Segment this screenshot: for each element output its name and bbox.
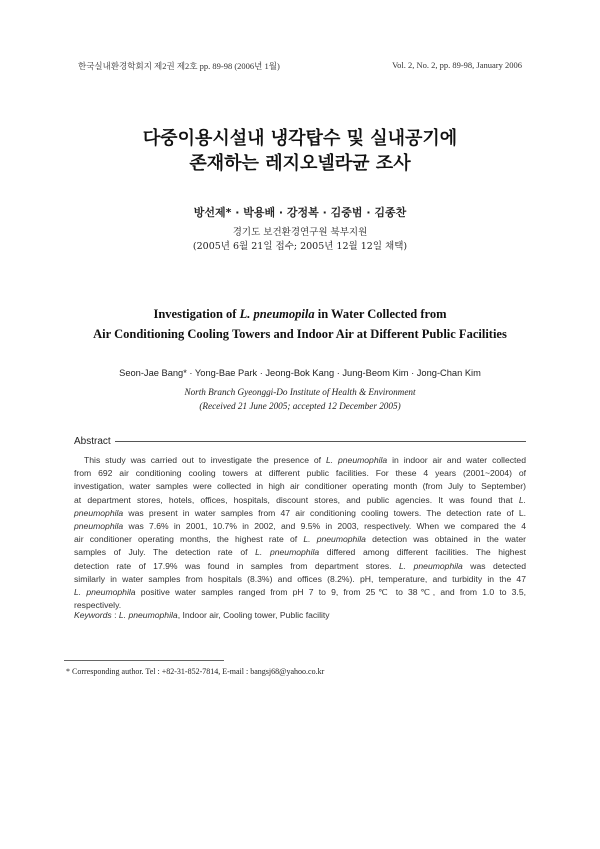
keywords-rest: , Indoor air, Cooling tower, Public facility	[177, 610, 330, 620]
abstract-text: detection was obtained in the water	[365, 534, 526, 545]
abstract-line	[74, 533, 526, 546]
abstract-species: L. pneumophila	[255, 547, 320, 558]
abstract-text: at department stores, hotels, offices, hospitals, discount stores, and public agencies. It was found that	[74, 494, 519, 505]
footnote-rule	[64, 660, 224, 661]
abstract-text: similarly in water samples from hospitals (8.3%) and offices (8.2%). pH, temperature, and turbidity in the 47	[74, 573, 526, 584]
korean-title-line2: 존재하는 레지오넬라균 조사	[189, 153, 411, 174]
abstract-line	[74, 494, 526, 507]
abstract-text: differed among different facilities. The highest	[319, 547, 526, 558]
abstract-species: L. pneumophila	[74, 587, 136, 598]
abstract-species: pneumophila	[74, 507, 124, 518]
abstract-text: positive water samples ranged from pH 7 to 9, from 25℃ to 38℃, and from 1.0 to 3.5,	[135, 587, 526, 598]
english-title-species: L. pneumopila	[239, 307, 315, 321]
abstract-text: air conditioner operating months, the highest rate of	[74, 534, 304, 545]
abstract-line	[74, 560, 526, 573]
abstract-text: This study was carried out to investigate the presence of	[84, 455, 326, 465]
abstract-species: L.	[518, 494, 526, 505]
abstract-text: was detected	[462, 560, 526, 571]
journal-header-english: Vol. 2, No. 2, pp. 89-98, January 2006	[392, 60, 522, 70]
korean-title-line1: 다중이용시설내 냉각탑수 및 실내공기에	[142, 128, 458, 149]
abstract-species: L. pneumophila	[399, 560, 463, 571]
abstract-species: L. pneumophila	[325, 455, 388, 465]
keywords-sep: :	[111, 610, 119, 620]
abstract-text: detection rate of 17.9% was found in samples from department stores.	[74, 560, 400, 571]
abstract-text: was 7.6% in 2001, 10.7% in 2002, and 9.5% in 2003, respectively. When we compared the 4	[123, 521, 526, 532]
english-authors: Seon-Jae Bang* · Yong-Bae Park · Jeong-Bok Kang · Jung-Beom Kim · Jong-Chan Kim	[119, 368, 481, 378]
abstract-text: in indoor air and water collected	[387, 455, 526, 465]
abstract-text: investigation, water samples were collected in high air conditioner operating month (from July to September)	[74, 481, 526, 492]
abstract-text: respectively.	[74, 600, 122, 611]
keywords	[74, 610, 526, 620]
footnote: * Corresponding author. Tel : +82-31-852-7814, E-mail : bangsj68@yahoo.co.kr	[66, 667, 325, 676]
abstract-line	[74, 573, 526, 586]
english-title-part2: in Water Collected from	[314, 307, 447, 321]
abstract-species: pneumophila	[74, 521, 124, 532]
abstract-line	[74, 467, 526, 480]
keywords-label: Keywords	[74, 610, 112, 620]
korean-dates: (2005년 6월 21일 접수; 2005년 12월 12일 채택)	[192, 241, 408, 252]
abstract-line	[74, 454, 526, 467]
korean-authors: 방선제* · 박용배 · 강정복 · 김중범 · 김종찬	[193, 206, 407, 219]
abstract-heading	[74, 436, 526, 447]
english-affiliation: North Branch Gyeonggi-Do Institute of Health & Environment	[184, 387, 416, 397]
english-title-line2: Air Conditioning Cooling Towers and Indoor Air at Different Public Facilities	[93, 327, 507, 341]
abstract-line	[74, 546, 526, 559]
english-title-part1: Investigation of	[153, 307, 240, 321]
abstract-line	[74, 520, 526, 533]
abstract-species: L. pneumophila	[303, 534, 366, 545]
english-title	[0, 304, 600, 344]
abstract-line	[74, 480, 526, 493]
abstract-text: from 692 air conditioning cooling towers at different public facilities. For these 4 years (2001~2004) of	[74, 468, 526, 479]
english-dates: (Received 21 June 2005; accepted 12 December 2005)	[199, 401, 401, 411]
abstract-rule	[115, 441, 526, 442]
abstract-heading-label: Abstract	[74, 436, 111, 447]
abstract-line	[74, 586, 526, 599]
abstract-text: was present in water samples from 47 air conditioning cooling towers. The detection rate of L.	[123, 507, 526, 518]
korean-affiliation: 경기도 보건환경연구원 북부지원	[232, 227, 368, 238]
journal-header-korean: 한국실내환경학회지 제2권 제2호 pp. 89-98 (2006년 1월)	[78, 61, 280, 71]
english-title-line1	[0, 304, 600, 324]
korean-title	[0, 126, 600, 176]
abstract-text: samples of July. The detection rate of	[74, 547, 256, 558]
abstract-line	[74, 507, 526, 520]
keywords-species: L. pneumophila	[118, 610, 178, 620]
abstract-body	[74, 454, 526, 612]
